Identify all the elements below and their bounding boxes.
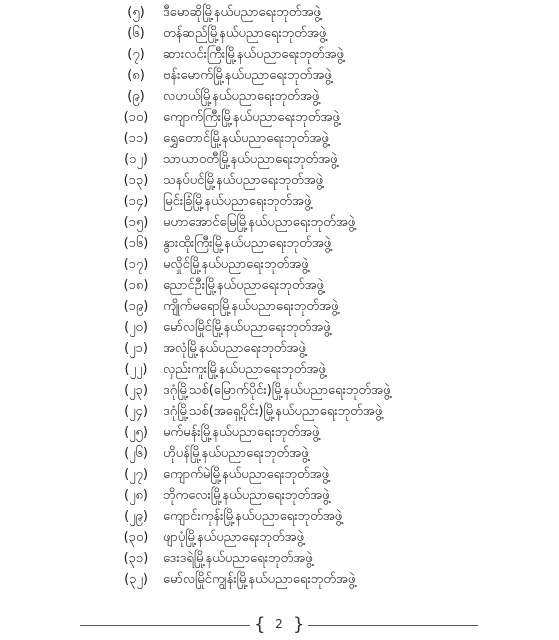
list-item-text: ဘိုကလေးမြို့နယ်ပညာရေးဘုတ်အဖွဲ့ [163,488,330,503]
list-item-number: (၇) [127,47,145,62]
list-item-text: ဒီမောဆိုမြို့နယ်ပညာရေးဘုတ်အဖွဲ့ [163,5,321,20]
list-item-number: (၅) [127,5,145,20]
list-item [0,380,559,401]
list-item [0,170,559,191]
list-item-number: (၁၀) [123,110,149,125]
page-number: 2 [275,617,283,631]
list-item-text: သာယာဝတီမြို့နယ်ပညာရေးဘုတ်အဖွဲ့ [163,152,338,167]
list-item-text: မြင်းခြံမြို့နယ်ပညာရေးဘုတ်အဖွဲ့ [163,194,312,209]
list-item-text: ဖျာပုံမြို့နယ်ပညာရေးဘုတ်အဖွဲ့ [163,530,304,545]
list-item-text: ကျိုက်မရောမြို့နယ်ပညာရေးဘုတ်အဖွဲ့ [163,299,339,314]
list-item [0,548,559,569]
list-item-number: (၃၀) [123,530,149,545]
list-item-text: တန်ဆည်မြို့နယ်ပညာရေးဘုတ်အဖွဲ့ [163,26,327,41]
list-item-number: (၆) [127,26,145,41]
list-item [0,422,559,443]
list-item-number: (၂၈) [124,488,148,503]
list-item-text: ဆားလင်းကြီးမြို့နယ်ပညာရေးဘုတ်အဖွဲ့ [163,47,344,62]
list-item-number: (၁၄) [123,194,149,209]
list-item-number: (၁၁) [123,131,149,146]
list-item [0,527,559,548]
list-item-number: (၁၃) [123,173,149,188]
list-item [0,317,559,338]
list-item-number: (၃၂) [124,572,148,587]
list-item [0,107,559,128]
list-item [0,338,559,359]
list-item-number: (၁၉) [123,299,149,314]
list-item-text: ဒဂုံမြို့သစ်(အရှေ့ပိုင်း)မြို့နယ်ပညာရေးဘုတ်အဖွဲ့ [163,404,383,419]
list-item [0,191,559,212]
list-item [0,149,559,170]
list-item [0,212,559,233]
list-item [0,464,559,485]
list-item-text: နွားထိုးကြီးမြို့နယ်ပညာရေးဘုတ်အဖွဲ့ [163,236,332,251]
list-item [0,485,559,506]
list-item-text: ဗန်းမောက်မြို့နယ်ပညာရေးဘုတ်အဖွဲ့ [163,68,332,83]
list-item-number: (၂၁) [124,341,148,356]
list-item-number: (၂၃) [124,383,148,398]
list-item [0,275,559,296]
footer-rule-right [308,625,478,626]
list-item-number: (၁၅) [123,215,149,230]
list-item-number: (၂၅) [124,425,148,440]
page-footer [80,616,478,636]
list-item-number: (၂၄) [124,404,148,419]
list-item-text: မက်မန်းမြို့နယ်ပညာရေးဘုတ်အဖွဲ့ [163,425,320,440]
list-item-text: သနပ်ပင်မြို့နယ်ပညာရေးဘုတ်အဖွဲ့ [163,173,323,188]
list-item [0,254,559,275]
list-item [0,86,559,107]
list-item [0,359,559,380]
education-board-list [0,2,559,590]
list-item-number: (၃၁) [123,551,149,566]
list-item [0,296,559,317]
list-item-text: မော်လမြိုင်မြို့နယ်ပညာရေးဘုတ်အဖွဲ့ [163,320,331,335]
list-item [0,569,559,590]
list-item-number: (၁၆) [123,236,149,251]
list-item-text: လှည်းကူးမြို့နယ်ပညာရေးဘုတ်အဖွဲ့ [163,362,326,377]
list-item-text: ရွှေတောင်မြို့နယ်ပညာရေးဘုတ်အဖွဲ့ [163,131,329,146]
list-item-text: ကျောက်မဲမြို့နယ်ပညာရေးဘုတ်အဖွဲ့ [163,467,329,482]
list-item-text: မော်လမြိုင်ကျွန်းမြို့နယ်ပညာရေးဘုတ်အဖွဲ့ [163,572,356,587]
list-item [0,128,559,149]
footer-brace-right: } [293,614,305,635]
list-item [0,2,559,23]
list-item-text: ကျောင်းကုန်းမြို့နယ်ပညာရေးဘုတ်အဖွဲ့ [163,509,343,524]
list-item-text: လဟယ်မြို့နယ်ပညာရေးဘုတ်အဖွဲ့ [163,89,320,104]
list-item [0,401,559,422]
list-item-number: (၂၂) [124,362,148,377]
list-item-text: မဟာအောင်မြေမြို့နယ်ပညာရေးဘုတ်အဖွဲ့ [163,215,356,230]
list-item-text: မလှိုင်မြို့နယ်ပညာရေးဘုတ်အဖွဲ့ [163,257,309,272]
list-item-number: (၂၀) [124,320,148,335]
list-item [0,44,559,65]
list-item [0,443,559,464]
footer-brace-left: { [254,614,266,635]
list-item-text: ကျောက်ကြီးမြို့နယ်ပညာရေးဘုတ်အဖွဲ့ [163,110,340,125]
list-item-number: (၂၆) [124,446,148,461]
list-item-number: (၁၈) [123,278,149,293]
list-item-number: (၈) [127,68,145,83]
list-item [0,65,559,86]
list-item-number: (၂၇) [124,467,148,482]
list-item-text: ဟိုပန်မြို့နယ်ပညာရေးဘုတ်အဖွဲ့ [163,446,309,461]
list-item-text: ညောင်ဦးမြို့နယ်ပညာရေးဘုတ်အဖွဲ့ [163,278,324,293]
list-item-text: ဒေးဒရဲမြို့နယ်ပညာရေးဘုတ်အဖွဲ့ [163,551,313,566]
list-item-number: (၁၂) [124,152,148,167]
list-item-text: ဒဂုံမြို့သစ်(မြောက်ပိုင်း)မြို့နယ်ပညာရေးဘုတ်အဖွဲ့ [163,383,391,398]
list-item-number: (၂၉) [124,509,148,524]
footer-rule-left [80,625,250,626]
list-item [0,233,559,254]
list-item [0,23,559,44]
list-item-number: (၁၇) [123,257,149,272]
list-item [0,506,559,527]
list-item-text: အလုံမြို့နယ်ပညာရေးဘုတ်အဖွဲ့ [163,341,306,356]
list-item-number: (၉) [127,89,145,104]
